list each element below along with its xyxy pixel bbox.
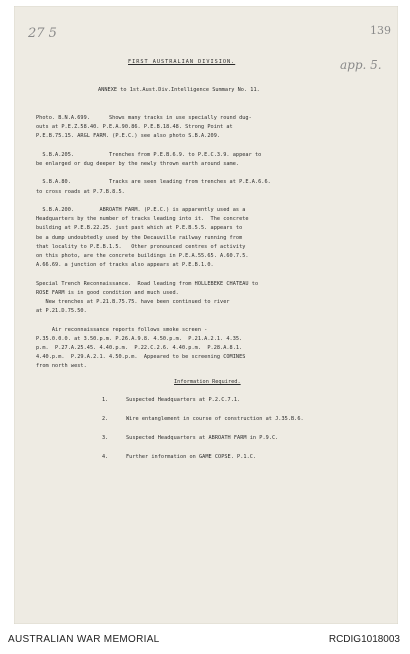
- info-item-text: Further information on GAME COPSE. P.1.C.: [126, 454, 257, 460]
- app-note: app. 5.: [340, 58, 382, 72]
- body-line: Headquarters by the number of tracks leading into it. The concrete: [36, 216, 249, 223]
- body-line: P.35.0.0.0. at 3.50.p.m. P.26.A.9.8. 4.50.p.m. P.21.A.2.1. 4.35.: [36, 335, 243, 342]
- body-line: P.E.B.75.15. ARGL FARM. (P.E.C.) see also photo S.B.A.209.: [36, 133, 221, 140]
- document-subtitle: ANNEXE to 1st.Aust.Div.Intelligence Summary No. 11.: [98, 87, 260, 93]
- body-line: ROSE FARM is in good condition and much used.: [36, 289, 179, 296]
- body-line: Special Trench Reconnaissance. Road leading from HOLLEBEKE CHATEAU to: [36, 280, 259, 287]
- page-number: 139: [370, 24, 391, 37]
- document-page: [14, 6, 398, 624]
- body-line: Air reconnaissance reports follows smoke screen -: [36, 326, 208, 333]
- body-line: from north west.: [36, 363, 87, 370]
- document-title: FIRST AUSTRALIAN DIVISION.: [128, 59, 236, 65]
- body-line: at P.21.D.75.50.: [36, 308, 87, 315]
- info-item: [14, 396, 398, 406]
- info-item: [14, 434, 398, 444]
- body-line: be enlarged or dug deeper by the newly thrown earth around same.: [36, 161, 240, 167]
- info-item-number: 2.: [102, 416, 109, 422]
- body-line: outs at P.E.Z.58.40. P.E.A.90.86. P.E.B.18.48. Strong Point at: [36, 124, 233, 131]
- body-line: S.B.A.80. Tracks are seen leading from trenches at P.E.A.6.6.: [36, 179, 271, 186]
- body-line: to cross roads at P.7.B.8.5.: [36, 188, 125, 195]
- footer-archive-name: AUSTRALIAN WAR MEMORIAL: [8, 634, 160, 645]
- body-line: A.66.69. a junction of tracks also appears at P.E.B.1.0.: [36, 262, 214, 269]
- body-line: on this photo, are the concrete buildings in P.E.A.55.65. A.60.7.5.: [36, 253, 249, 259]
- info-required-heading: Information Required.: [174, 379, 241, 385]
- body-line: Photo. B.N.A.699. Shows many tracks in use specially round dug-: [36, 115, 252, 121]
- info-item-number: 3.: [102, 435, 109, 441]
- info-item-number: 1.: [102, 397, 109, 403]
- info-item-text: Suspected Headquarters at ABROATH FARM in P.9.C.: [126, 435, 279, 441]
- body-line: New trenches at P.21.B.75.75. have been continued to river: [36, 299, 230, 305]
- body-line: S.B.A.205. Trenches from P.E.B.6.9. to P.E.C.3.9. appear to: [36, 151, 262, 158]
- info-item: [14, 415, 398, 425]
- body-line: p.m. P.27.A.25.45. 4.40.p.m. P.22.C.2.6. 4.40.p.m. P.28.A.8.1.: [36, 345, 243, 351]
- info-item-number: 4.: [102, 454, 109, 460]
- info-item-text: Suspected Headquarters at P.2.C.7.1.: [126, 397, 241, 403]
- body-line: building at P.E.B.22.25. just past which at P.E.B.5.5. appears to: [36, 225, 243, 232]
- info-item: [14, 453, 398, 463]
- footer-record-id: RCDIG1018003: [328, 634, 400, 645]
- body-line: that locality to P.E.B.1.5. Other pronounced centres of activity: [36, 243, 246, 250]
- body-line: 4.40.p.m. P.29.A.2.1. 4.50.p.m. Appeared to be screening COMINES: [36, 354, 246, 361]
- corner-pencil-note: 27 5: [28, 26, 57, 41]
- info-item-text: Wire entanglement in course of construction at J.35.B.6.: [126, 416, 304, 422]
- body-line: be a dump undoubtedly used by the Decauville railway running from: [36, 234, 243, 241]
- body-line: S.B.A.200. ABROATH FARM. (P.E.C.) is apparently used as a: [36, 207, 246, 213]
